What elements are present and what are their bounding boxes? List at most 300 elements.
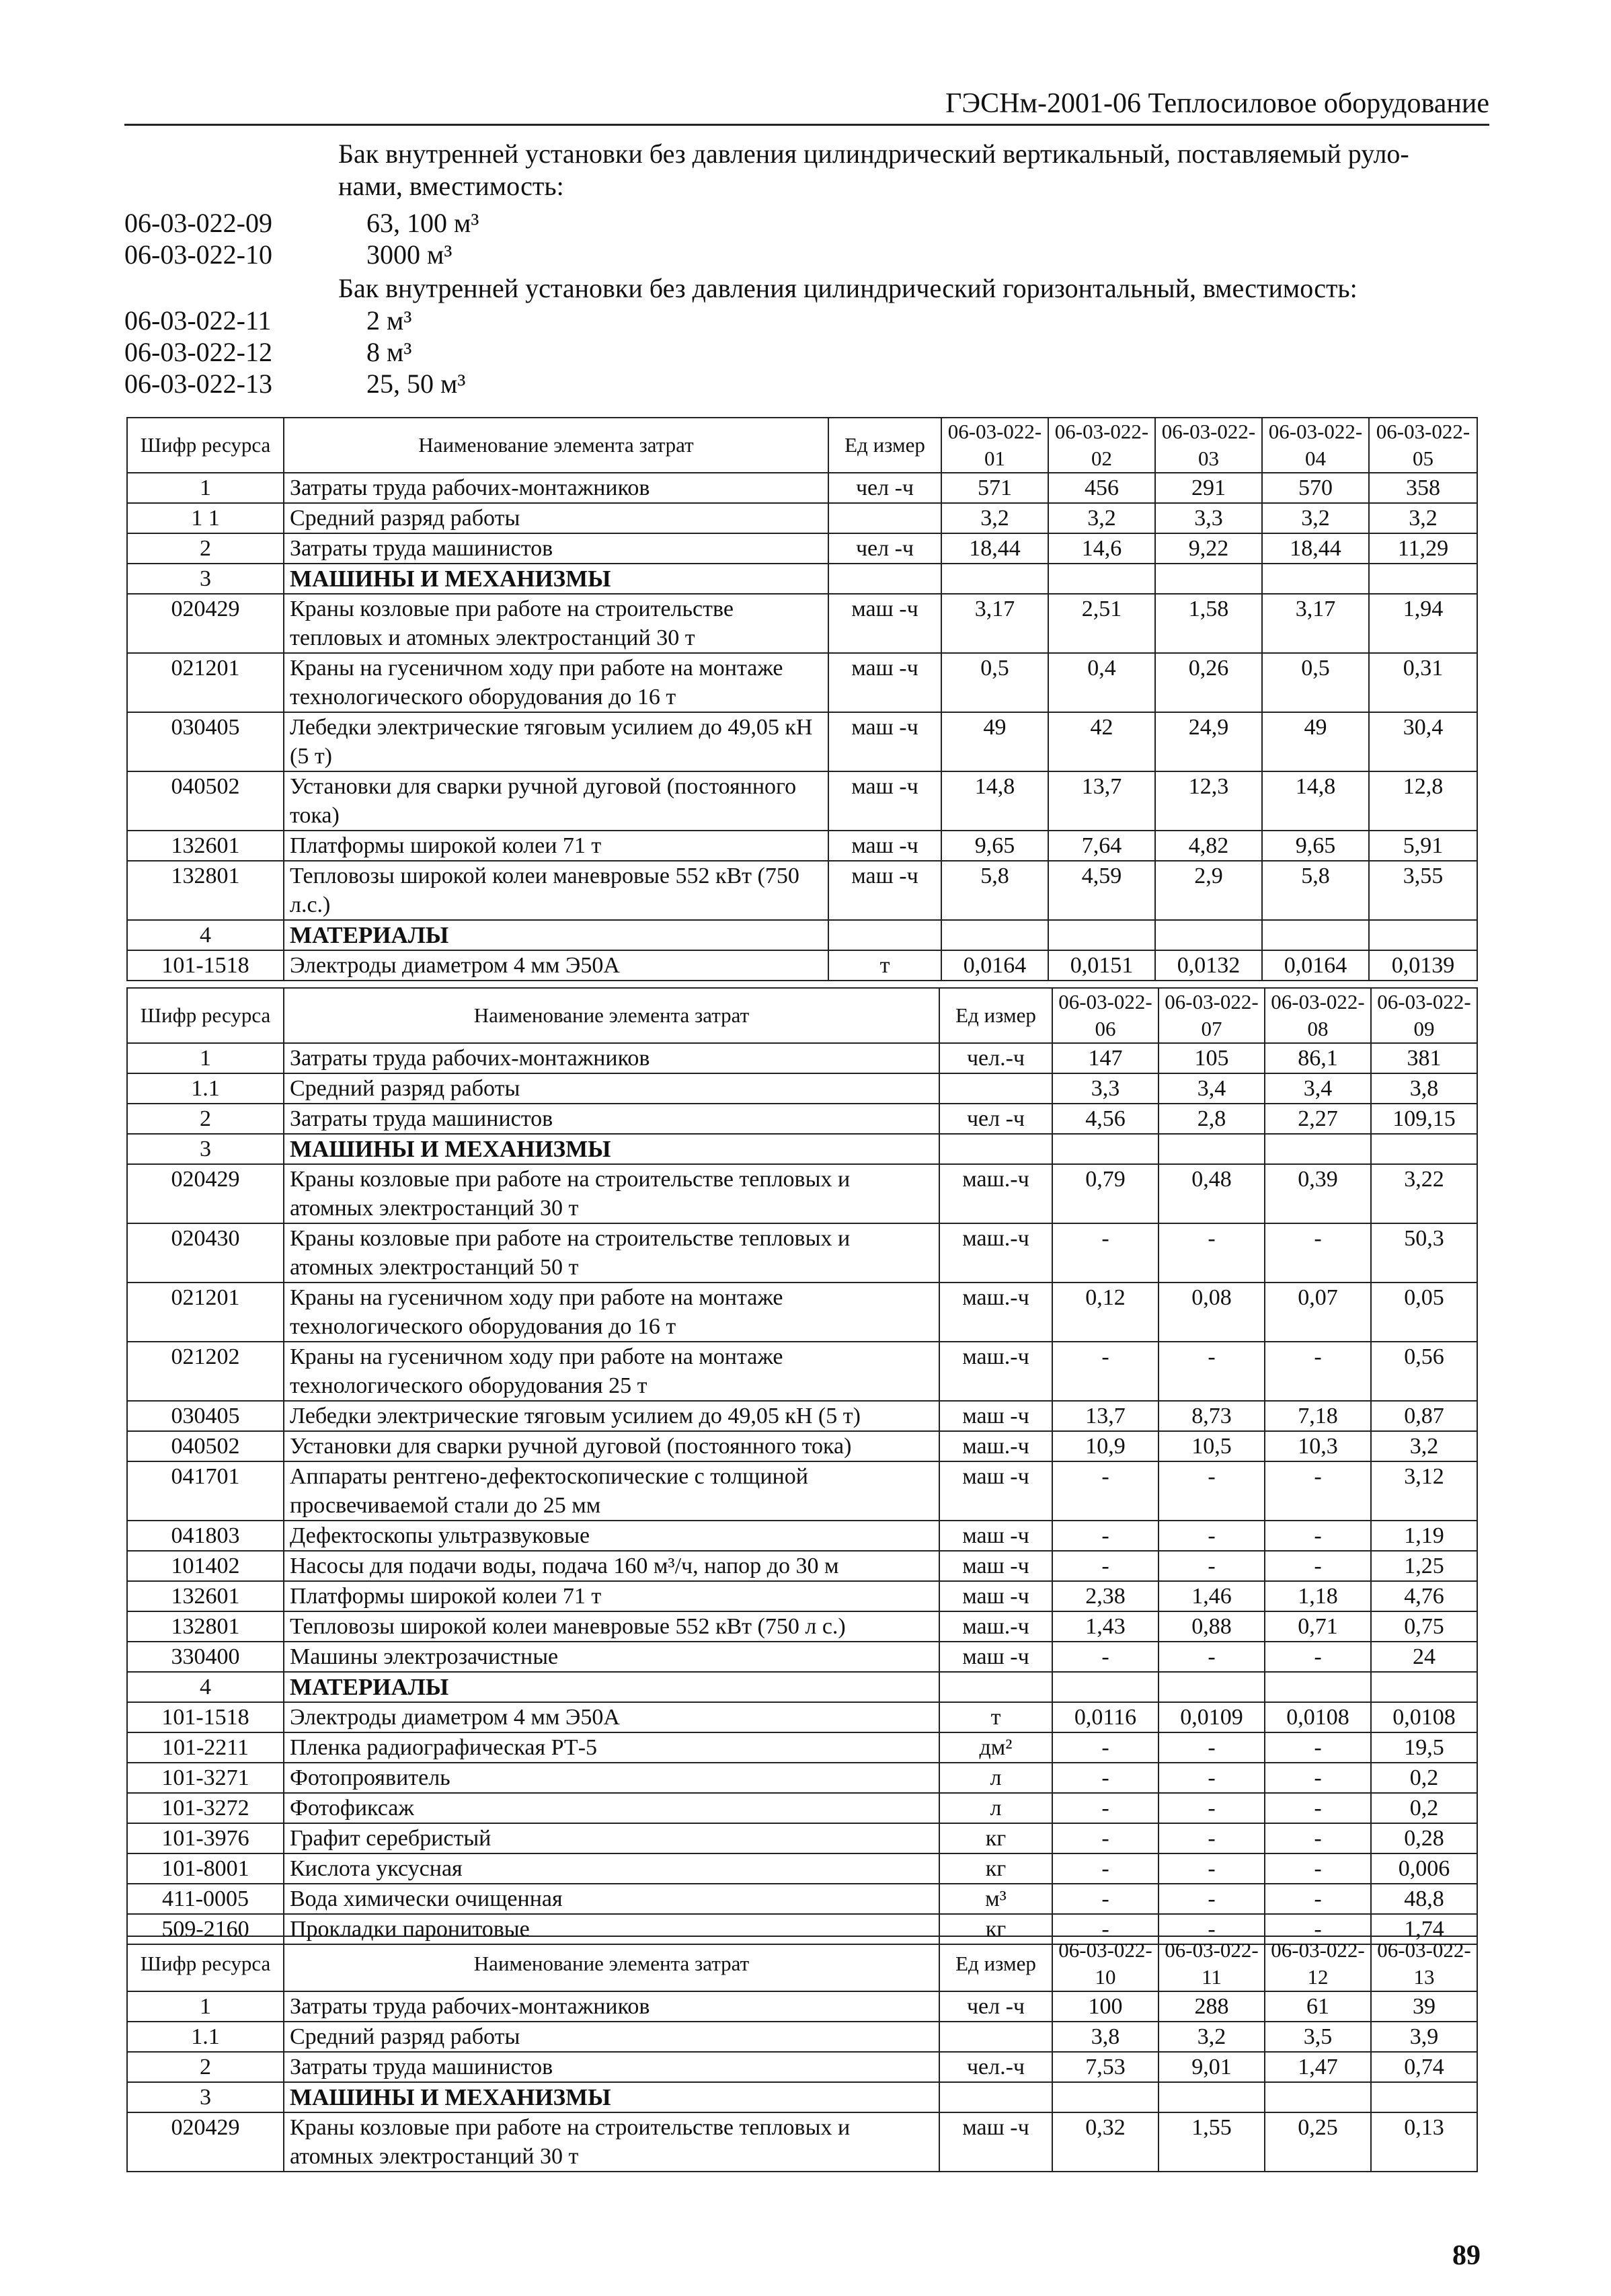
- cell-value: 3,3: [1052, 1073, 1158, 1104]
- table-row: [127, 771, 1477, 831]
- cell-value: 39: [1371, 1991, 1477, 2022]
- cell-value: 7,64: [1048, 831, 1155, 861]
- table-row: [127, 1581, 1477, 1611]
- header-norm-code: 06-03-022-05: [1369, 418, 1477, 473]
- cell-value: 5,91: [1369, 831, 1477, 861]
- cell-code: 1: [127, 1991, 284, 2022]
- cell-code: 1.1: [127, 2022, 284, 2052]
- table-row: [127, 1134, 1477, 1164]
- cell-code: 330400: [127, 1642, 284, 1672]
- cell-value: 7,18: [1265, 1401, 1371, 1431]
- cell-name: Платформы широкой колеи 71 т: [284, 1581, 939, 1611]
- cell-code: 020429: [127, 2112, 284, 2172]
- cell-value: 9,01: [1158, 2052, 1265, 2082]
- cell-value: 1,74: [1371, 1914, 1477, 1944]
- cell-value: 0,31: [1369, 653, 1477, 712]
- cell-value: 9,22: [1155, 533, 1262, 564]
- cell-value: -: [1158, 1914, 1265, 1944]
- cell-value: 3,17: [1262, 594, 1369, 653]
- cell-name: Пленка радиографическая РТ-5: [284, 1732, 939, 1763]
- cell-value: -: [1265, 1763, 1371, 1793]
- header-unit: Ед измер: [828, 418, 941, 473]
- cell-code: 101-8001: [127, 1853, 284, 1884]
- cell-code: 1: [127, 473, 284, 503]
- cell-value: 0,006: [1371, 1853, 1477, 1884]
- cell-code: 3: [127, 2082, 284, 2112]
- table-row: [127, 1223, 1477, 1283]
- cell-value: 3,5: [1265, 2022, 1371, 2052]
- cell-value: 571: [941, 473, 1048, 503]
- cell-value: 49: [941, 712, 1048, 771]
- cell-value: -: [1052, 1551, 1158, 1581]
- header-norm-code: 06-03-022-03: [1155, 418, 1262, 473]
- cell-value: 7,53: [1052, 2052, 1158, 2082]
- cell-value: 0,0132: [1155, 950, 1262, 981]
- cell-unit: [939, 2082, 1052, 2112]
- cell-value: 0,5: [941, 653, 1048, 712]
- cell-code: 101-1518: [127, 950, 284, 981]
- intro-value: 3000 м³: [366, 239, 453, 270]
- table-row: [127, 533, 1477, 564]
- cell-value: -: [1052, 1763, 1158, 1793]
- intro-value: 25, 50 м³: [366, 369, 466, 399]
- cell-value: 3,2: [1048, 503, 1155, 533]
- table-row: [127, 1551, 1477, 1581]
- intro-code: 06-03-022-09: [124, 208, 272, 238]
- cell-unit: чел -ч: [828, 473, 941, 503]
- cell-code: 020430: [127, 1223, 284, 1283]
- cell-value: 0,0151: [1048, 950, 1155, 981]
- header-title: ГЭСНм-2001-06 Теплосиловое оборудование: [945, 88, 1489, 119]
- cell-name: Средний разряд работы: [284, 1073, 939, 1104]
- cell-value: [1265, 1134, 1371, 1164]
- cell-value: 100: [1052, 1991, 1158, 2022]
- cell-code: 040502: [127, 771, 284, 831]
- cell-value: -: [1158, 1763, 1265, 1793]
- cell-value: -: [1158, 1732, 1265, 1763]
- cell-name: Установки для сварки ручной дуговой (постоянного тока): [284, 1431, 939, 1461]
- table-row: [127, 1611, 1477, 1642]
- cell-code: 2: [127, 533, 284, 564]
- cell-value: 3,8: [1052, 2022, 1158, 2052]
- cell-name: Краны козловые при работе на строительстве тепловых и атомных электростанций 30 т: [284, 594, 828, 653]
- cell-value: 0,0116: [1052, 1702, 1158, 1732]
- cell-code: 132801: [127, 1611, 284, 1642]
- cell-value: -: [1052, 1342, 1158, 1401]
- cell-unit: чел.-ч: [939, 1043, 1052, 1073]
- page-header: [124, 86, 1489, 126]
- cell-value: 0,39: [1265, 1164, 1371, 1223]
- cell-value: -: [1265, 1853, 1371, 1884]
- cell-code: 3: [127, 1134, 284, 1164]
- cell-value: 5,8: [941, 861, 1048, 920]
- cell-value: -: [1052, 1732, 1158, 1763]
- table-row: [127, 473, 1477, 503]
- cell-value: [1048, 920, 1155, 950]
- cell-value: [1371, 1672, 1477, 1702]
- cell-value: 13,7: [1048, 771, 1155, 831]
- table-row: [127, 1431, 1477, 1461]
- cell-name: Электроды диаметром 4 мм Э50А: [284, 1702, 939, 1732]
- cell-value: 0,88: [1158, 1611, 1265, 1642]
- cell-name: МАШИНЫ И МЕХАНИЗМЫ: [284, 564, 828, 594]
- cell-code: 020429: [127, 1164, 284, 1223]
- cell-name: Лебедки электрические тяговым усилием до 49,05 кН (5 т): [284, 1401, 939, 1431]
- table-row: [127, 2112, 1477, 2172]
- cell-name: МАТЕРИАЛЫ: [284, 1672, 939, 1702]
- cell-value: 10,3: [1265, 1431, 1371, 1461]
- header-norm-code: 06-03-022-01: [941, 418, 1048, 473]
- cell-value: -: [1265, 1642, 1371, 1672]
- cell-value: 48,8: [1371, 1884, 1477, 1914]
- header-name: Наименование элемента затрат: [284, 418, 828, 473]
- table-row: [127, 1884, 1477, 1914]
- header-norm-code: 06-03-022-13: [1371, 1936, 1477, 1991]
- cell-code: 101-2211: [127, 1732, 284, 1763]
- cell-value: -: [1265, 1914, 1371, 1944]
- cell-value: 0,0139: [1369, 950, 1477, 981]
- cell-value: 1,94: [1369, 594, 1477, 653]
- cell-value: 10,5: [1158, 1431, 1265, 1461]
- cell-value: -: [1052, 1521, 1158, 1551]
- table-row: [127, 950, 1477, 981]
- cell-value: 5,8: [1262, 861, 1369, 920]
- table-row: [127, 503, 1477, 533]
- cell-value: 1,18: [1265, 1581, 1371, 1611]
- header-norm-code: 06-03-022-02: [1048, 418, 1155, 473]
- cell-code: 132801: [127, 861, 284, 920]
- cell-unit: маш -ч: [939, 1581, 1052, 1611]
- cell-value: 42: [1048, 712, 1155, 771]
- cell-value: 1,55: [1158, 2112, 1265, 2172]
- cell-value: 24,9: [1155, 712, 1262, 771]
- cell-value: [1048, 564, 1155, 594]
- cell-name: Лебедки электрические тяговым усилием до 49,05 кН (5 т): [284, 712, 828, 771]
- table-row: [127, 1793, 1477, 1823]
- cell-value: [1155, 920, 1262, 950]
- cell-name: Краны козловые при работе на строительстве тепловых и атомных электростанций 50 т: [284, 1223, 939, 1283]
- header-code: Шифр ресурса: [127, 988, 284, 1043]
- cell-value: 3,2: [1262, 503, 1369, 533]
- cell-unit: маш -ч: [939, 1642, 1052, 1672]
- intro-code: 06-03-022-12: [124, 337, 272, 367]
- cell-value: 2,27: [1265, 1104, 1371, 1134]
- header-norm-code: 06-03-022-06: [1052, 988, 1158, 1043]
- cell-unit: маш.-ч: [939, 1431, 1052, 1461]
- table-row: [127, 1702, 1477, 1732]
- intro-line-3: Бак внутренней установки без давления цилиндрический горизонтальный, вместимость:: [338, 273, 1358, 303]
- table-row: [127, 2022, 1477, 2052]
- cell-value: 0,07: [1265, 1283, 1371, 1342]
- cell-code: 021201: [127, 1283, 284, 1342]
- cell-value: -: [1052, 1914, 1158, 1944]
- cell-value: 3,2: [941, 503, 1048, 533]
- table-row: [127, 1853, 1477, 1884]
- cell-value: 61: [1265, 1991, 1371, 2022]
- cell-code: 041803: [127, 1521, 284, 1551]
- table-row: [127, 1342, 1477, 1401]
- cell-value: 3,2: [1369, 503, 1477, 533]
- cell-name: Затраты труда машинистов: [284, 2052, 939, 2082]
- cell-value: 1,47: [1265, 2052, 1371, 2082]
- cell-name: Краны козловые при работе на строительстве тепловых и атомных электростанций 30 т: [284, 1164, 939, 1223]
- cell-name: Краны на гусеничном ходу при работе на монтаже технологического оборудования до 16 т: [284, 653, 828, 712]
- cell-value: -: [1052, 1853, 1158, 1884]
- cell-code: 4: [127, 1672, 284, 1702]
- cell-value: 3,4: [1265, 1073, 1371, 1104]
- table-row: [127, 1521, 1477, 1551]
- cell-code: 509-2160: [127, 1914, 284, 1944]
- cell-value: -: [1265, 1521, 1371, 1551]
- cell-name: Затраты труда рабочих-монтажников: [284, 473, 828, 503]
- header-name: Наименование элемента затрат: [284, 988, 939, 1043]
- cell-code: 132601: [127, 831, 284, 861]
- cell-value: -: [1052, 1884, 1158, 1914]
- cell-code: 1.1: [127, 1073, 284, 1104]
- cell-value: 19,5: [1371, 1732, 1477, 1763]
- cell-code: 1: [127, 1043, 284, 1073]
- cell-unit: л: [939, 1763, 1052, 1793]
- cell-code: 030405: [127, 712, 284, 771]
- cell-value: -: [1265, 1551, 1371, 1581]
- cell-value: 1,19: [1371, 1521, 1477, 1551]
- cell-value: 0,4: [1048, 653, 1155, 712]
- intro-code: 06-03-022-13: [124, 369, 272, 399]
- page-number: 89: [1452, 2240, 1481, 2271]
- cell-value: 4,76: [1371, 1581, 1477, 1611]
- cell-value: -: [1052, 1461, 1158, 1521]
- cell-name: Затраты труда машинистов: [284, 1104, 939, 1134]
- cell-name: Тепловозы широкой колеи маневровые 552 кВт (750 л.с.): [284, 861, 828, 920]
- cell-value: 1,58: [1155, 594, 1262, 653]
- cell-name: Вода химически очищенная: [284, 1884, 939, 1914]
- table-row: [127, 1104, 1477, 1134]
- cell-name: МАТЕРИАЛЫ: [284, 920, 828, 950]
- cell-code: 030405: [127, 1401, 284, 1431]
- cell-unit: маш -ч: [939, 1461, 1052, 1521]
- cell-value: 0,0164: [941, 950, 1048, 981]
- cell-value: 3,8: [1371, 1073, 1477, 1104]
- cell-value: -: [1158, 1342, 1265, 1401]
- cell-code: 101-3272: [127, 1793, 284, 1823]
- table-row: [127, 564, 1477, 594]
- cell-value: 3,17: [941, 594, 1048, 653]
- cell-value: 147: [1052, 1043, 1158, 1073]
- cell-unit: маш.-ч: [939, 1342, 1052, 1401]
- intro-value: 2 м³: [366, 305, 412, 336]
- header-norm-code: 06-03-022-12: [1265, 1936, 1371, 1991]
- cell-name: Кислота уксусная: [284, 1853, 939, 1884]
- intro-line-2: нами, вместимость:: [338, 171, 564, 201]
- table-row: [127, 1164, 1477, 1223]
- cell-code: 021201: [127, 653, 284, 712]
- header-norm-code: 06-03-022-07: [1158, 988, 1265, 1043]
- cell-value: [1262, 564, 1369, 594]
- cell-value: 0,48: [1158, 1164, 1265, 1223]
- resource-table-3: [126, 1936, 1478, 2172]
- cell-value: 0,0109: [1158, 1702, 1265, 1732]
- cell-value: 0,79: [1052, 1164, 1158, 1223]
- cell-value: -: [1158, 1884, 1265, 1914]
- cell-name: Фотофиксаж: [284, 1793, 939, 1823]
- intro-code: 06-03-022-10: [124, 239, 272, 270]
- cell-value: 0,25: [1265, 2112, 1371, 2172]
- cell-code: 101-3271: [127, 1763, 284, 1793]
- cell-value: [1369, 564, 1477, 594]
- cell-value: 0,26: [1155, 653, 1262, 712]
- cell-value: 24: [1371, 1642, 1477, 1672]
- cell-value: 3,22: [1371, 1164, 1477, 1223]
- cell-value: -: [1158, 1521, 1265, 1551]
- cell-value: 0,2: [1371, 1793, 1477, 1823]
- cell-unit: маш -ч: [939, 1551, 1052, 1581]
- cell-unit: л: [939, 1793, 1052, 1823]
- cell-value: [1158, 2082, 1265, 2112]
- cell-value: 0,0108: [1371, 1702, 1477, 1732]
- cell-value: [941, 920, 1048, 950]
- cell-name: Аппараты рентгено-дефектоскопические с толщиной просвечиваемой стали до 25 мм: [284, 1461, 939, 1521]
- cell-value: -: [1158, 1793, 1265, 1823]
- cell-unit: кг: [939, 1853, 1052, 1884]
- cell-value: 12,3: [1155, 771, 1262, 831]
- cell-value: 50,3: [1371, 1223, 1477, 1283]
- cell-value: 0,71: [1265, 1611, 1371, 1642]
- cell-value: 2,51: [1048, 594, 1155, 653]
- cell-value: 0,5: [1262, 653, 1369, 712]
- cell-value: [1371, 2082, 1477, 2112]
- table-row: [127, 1043, 1477, 1073]
- cell-value: [1265, 2082, 1371, 2112]
- cell-name: Краны на гусеничном ходу при работе на монтаже технологического оборудования 25 т: [284, 1342, 939, 1401]
- cell-value: 18,44: [941, 533, 1048, 564]
- cell-unit: кг: [939, 1823, 1052, 1853]
- cell-value: [1052, 2082, 1158, 2112]
- cell-value: 358: [1369, 473, 1477, 503]
- cell-value: 12,8: [1369, 771, 1477, 831]
- cell-value: 0,74: [1371, 2052, 1477, 2082]
- cell-unit: т: [828, 950, 941, 981]
- cell-unit: дм²: [939, 1732, 1052, 1763]
- cell-code: 101-1518: [127, 1702, 284, 1732]
- cell-value: 1,43: [1052, 1611, 1158, 1642]
- cell-value: [1265, 1672, 1371, 1702]
- table-row: [127, 594, 1477, 653]
- cell-value: 9,65: [1262, 831, 1369, 861]
- cell-value: 0,87: [1371, 1401, 1477, 1431]
- cell-value: 10,9: [1052, 1431, 1158, 1461]
- cell-code: 101402: [127, 1551, 284, 1581]
- cell-value: [1155, 564, 1262, 594]
- cell-value: -: [1052, 1223, 1158, 1283]
- cell-value: 0,0164: [1262, 950, 1369, 981]
- cell-value: 49: [1262, 712, 1369, 771]
- cell-value: 14,8: [1262, 771, 1369, 831]
- cell-name: Средний разряд работы: [284, 503, 828, 533]
- cell-value: [941, 564, 1048, 594]
- cell-value: 11,29: [1369, 533, 1477, 564]
- resource-table-1: [126, 417, 1478, 981]
- cell-unit: чел -ч: [939, 1104, 1052, 1134]
- cell-value: 3,3: [1155, 503, 1262, 533]
- cell-value: [1158, 1672, 1265, 1702]
- cell-value: 4,59: [1048, 861, 1155, 920]
- cell-value: 3,55: [1369, 861, 1477, 920]
- cell-name: Насосы для подачи воды, подача 160 м³/ч, напор до 30 м: [284, 1551, 939, 1581]
- cell-code: 041701: [127, 1461, 284, 1521]
- cell-name: Фотопроявитель: [284, 1763, 939, 1793]
- cell-unit: маш.-ч: [939, 1283, 1052, 1342]
- cell-value: 18,44: [1262, 533, 1369, 564]
- cell-unit: [828, 503, 941, 533]
- cell-unit: [939, 2022, 1052, 2052]
- header-norm-code: 06-03-022-08: [1265, 988, 1371, 1043]
- cell-name: Краны козловые при работе на строительстве тепловых и атомных электростанций 30 т: [284, 2112, 939, 2172]
- table-row: [127, 920, 1477, 950]
- cell-value: 9,65: [941, 831, 1048, 861]
- cell-name: Платформы широкой колеи 71 т: [284, 831, 828, 861]
- cell-value: 3,2: [1371, 1431, 1477, 1461]
- table-row: [127, 1732, 1477, 1763]
- cell-value: 109,15: [1371, 1104, 1477, 1134]
- header-norm-code: 06-03-022-09: [1371, 988, 1477, 1043]
- cell-name: Прокладки паронитовые: [284, 1914, 939, 1944]
- cell-value: -: [1158, 1461, 1265, 1521]
- table-row: [127, 1073, 1477, 1104]
- cell-value: 288: [1158, 1991, 1265, 2022]
- table-row: [127, 1283, 1477, 1342]
- cell-value: 0,08: [1158, 1283, 1265, 1342]
- cell-name: Графит серебристый: [284, 1823, 939, 1853]
- cell-value: 2,9: [1155, 861, 1262, 920]
- cell-unit: чел -ч: [939, 1991, 1052, 2022]
- cell-value: 0,28: [1371, 1823, 1477, 1853]
- table-row: [127, 653, 1477, 712]
- cell-value: -: [1265, 1732, 1371, 1763]
- intro-block: [124, 138, 1489, 399]
- cell-unit: кг: [939, 1914, 1052, 1944]
- header-norm-code: 06-03-022-04: [1262, 418, 1369, 473]
- cell-code: 4: [127, 920, 284, 950]
- cell-unit: маш -ч: [939, 1401, 1052, 1431]
- cell-value: -: [1265, 1823, 1371, 1853]
- cell-value: 456: [1048, 473, 1155, 503]
- cell-value: 0,32: [1052, 2112, 1158, 2172]
- cell-unit: маш.-ч: [939, 1164, 1052, 1223]
- cell-value: 3,2: [1158, 2022, 1265, 2052]
- cell-unit: [828, 920, 941, 950]
- cell-code: 3: [127, 564, 284, 594]
- cell-value: -: [1265, 1884, 1371, 1914]
- table-row: [127, 712, 1477, 771]
- table-row: [127, 1763, 1477, 1793]
- cell-unit: маш.-ч: [939, 1611, 1052, 1642]
- cell-code: 021202: [127, 1342, 284, 1401]
- cell-value: -: [1158, 1642, 1265, 1672]
- cell-value: 1,46: [1158, 1581, 1265, 1611]
- cell-code: 1 1: [127, 503, 284, 533]
- cell-unit: маш -ч: [828, 771, 941, 831]
- intro-value: 63, 100 м³: [366, 208, 479, 238]
- intro-line-1: Бак внутренней установки без давления цилиндрический вертикальный, поставляемый руло-: [338, 139, 1409, 169]
- cell-name: Установки для сварки ручной дуговой (постоянного тока): [284, 771, 828, 831]
- table-row: [127, 2082, 1477, 2112]
- cell-value: 13,7: [1052, 1401, 1158, 1431]
- table-row: [127, 1672, 1477, 1702]
- cell-value: -: [1158, 1853, 1265, 1884]
- cell-code: 2: [127, 2052, 284, 2082]
- cell-value: 105: [1158, 1043, 1265, 1073]
- table-row: [127, 1401, 1477, 1431]
